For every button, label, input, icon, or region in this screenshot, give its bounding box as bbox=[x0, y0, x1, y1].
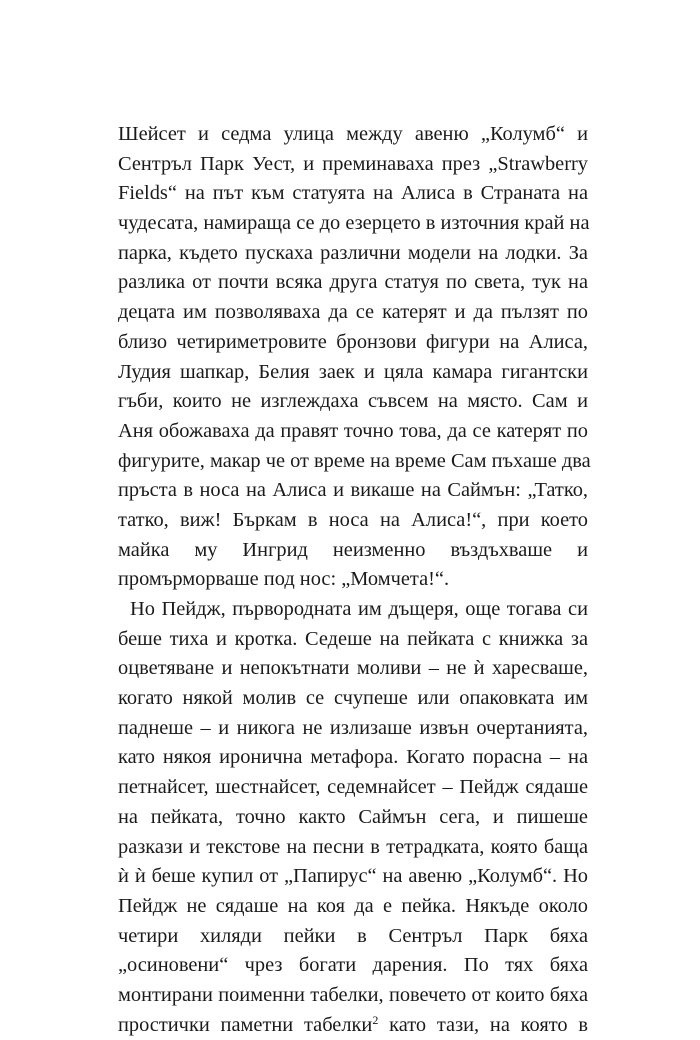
footnote-marker[interactable]: 2 bbox=[372, 1012, 379, 1027]
footnote-line-end: като тази, на която в bbox=[378, 1013, 588, 1036]
text-line: оцветяване и непокътнати моливи – не ѝ харесваше, bbox=[118, 657, 588, 680]
text-line: пръста в носа на Алиса и викаше на Саймън: „Татко, bbox=[118, 479, 588, 502]
text-line: близо четириметровите бронзови фигури на Алиса, bbox=[118, 330, 588, 353]
text-line: монтирани поименни табелки, повечето от които бяха bbox=[118, 983, 588, 1006]
text-line: Сентръл Парк Уест, и преминаваха през „Strawberry bbox=[118, 152, 588, 175]
text-line: чудесата, намираща се до езерцето в източния край на bbox=[118, 212, 590, 235]
footnote-line-start: простички паметни табелки bbox=[118, 1013, 373, 1036]
text-line: паднеше – и никога не излизаше извън очертанията, bbox=[118, 716, 588, 739]
text-line: когато някой молив се счупеше или опаковката им bbox=[118, 687, 588, 710]
text-line: фигурите, макар че от време на време Сам пъхаше два bbox=[118, 449, 591, 472]
text-line: децата им позволяваха да се катерят и да пълзят по bbox=[118, 301, 588, 324]
paragraph-1 bbox=[118, 120, 591, 595]
body-text bbox=[118, 120, 591, 1040]
text-line: като някоя иронична метафора. Когато порасна – на bbox=[118, 746, 588, 769]
text-line: разлика от почти всяка друга статуя по света, тук на bbox=[118, 271, 588, 294]
text-line: на пейката, точно както Саймън сега, и пишеше bbox=[118, 805, 588, 828]
text-line: четири хиляди пейки в Сентръл Парк бяха bbox=[118, 924, 588, 947]
text-line: петнайсет, шестнайсет, седемнайсет – Пейдж сядаше bbox=[118, 776, 588, 799]
text-line: Аня обожаваха да правят точно това, да се катерят по bbox=[118, 419, 588, 442]
text-line: татко, виж! Бъркам в носа на Алиса!“, при което bbox=[118, 508, 588, 531]
text-line: Пейдж не сядаше на коя да е пейка. Някъде около bbox=[118, 894, 588, 917]
text-line: промърморваше под нос: „Момчета!“. bbox=[118, 568, 450, 591]
text-line: ѝ ѝ беше купил от „Папирус“ на авеню „Колумб“. Но bbox=[118, 865, 588, 888]
text-line-with-footnote bbox=[118, 1011, 588, 1040]
text-line: разкази и текстове на песни в тетрадката, която баща bbox=[118, 835, 588, 858]
text-line: гъби, които не изглеждаха съвсем на място. Сам и bbox=[118, 390, 588, 413]
paragraph-2 bbox=[118, 595, 588, 1040]
text-line: беше тиха и кротка. Седеше на пейката с книжка за bbox=[118, 627, 588, 650]
text-line: майка му Ингрид неизменно въздъхваше и bbox=[118, 538, 588, 561]
text-line: Fields“ на път към статуята на Алиса в Страната на bbox=[118, 182, 588, 205]
text-line: „осиновени“ чрез богати дарения. По тях бяха bbox=[118, 954, 588, 977]
text-line: Лудия шапкар, Белия заек и цяла камара гигантски bbox=[118, 360, 588, 383]
text-line: Но Пейдж, първородната им дъщеря, още тогава си bbox=[130, 598, 588, 620]
text-line: парка, където пускаха различни модели на лодки. За bbox=[118, 241, 588, 264]
text-line: Шейсет и седма улица между авеню „Колумб“ и bbox=[118, 123, 588, 145]
